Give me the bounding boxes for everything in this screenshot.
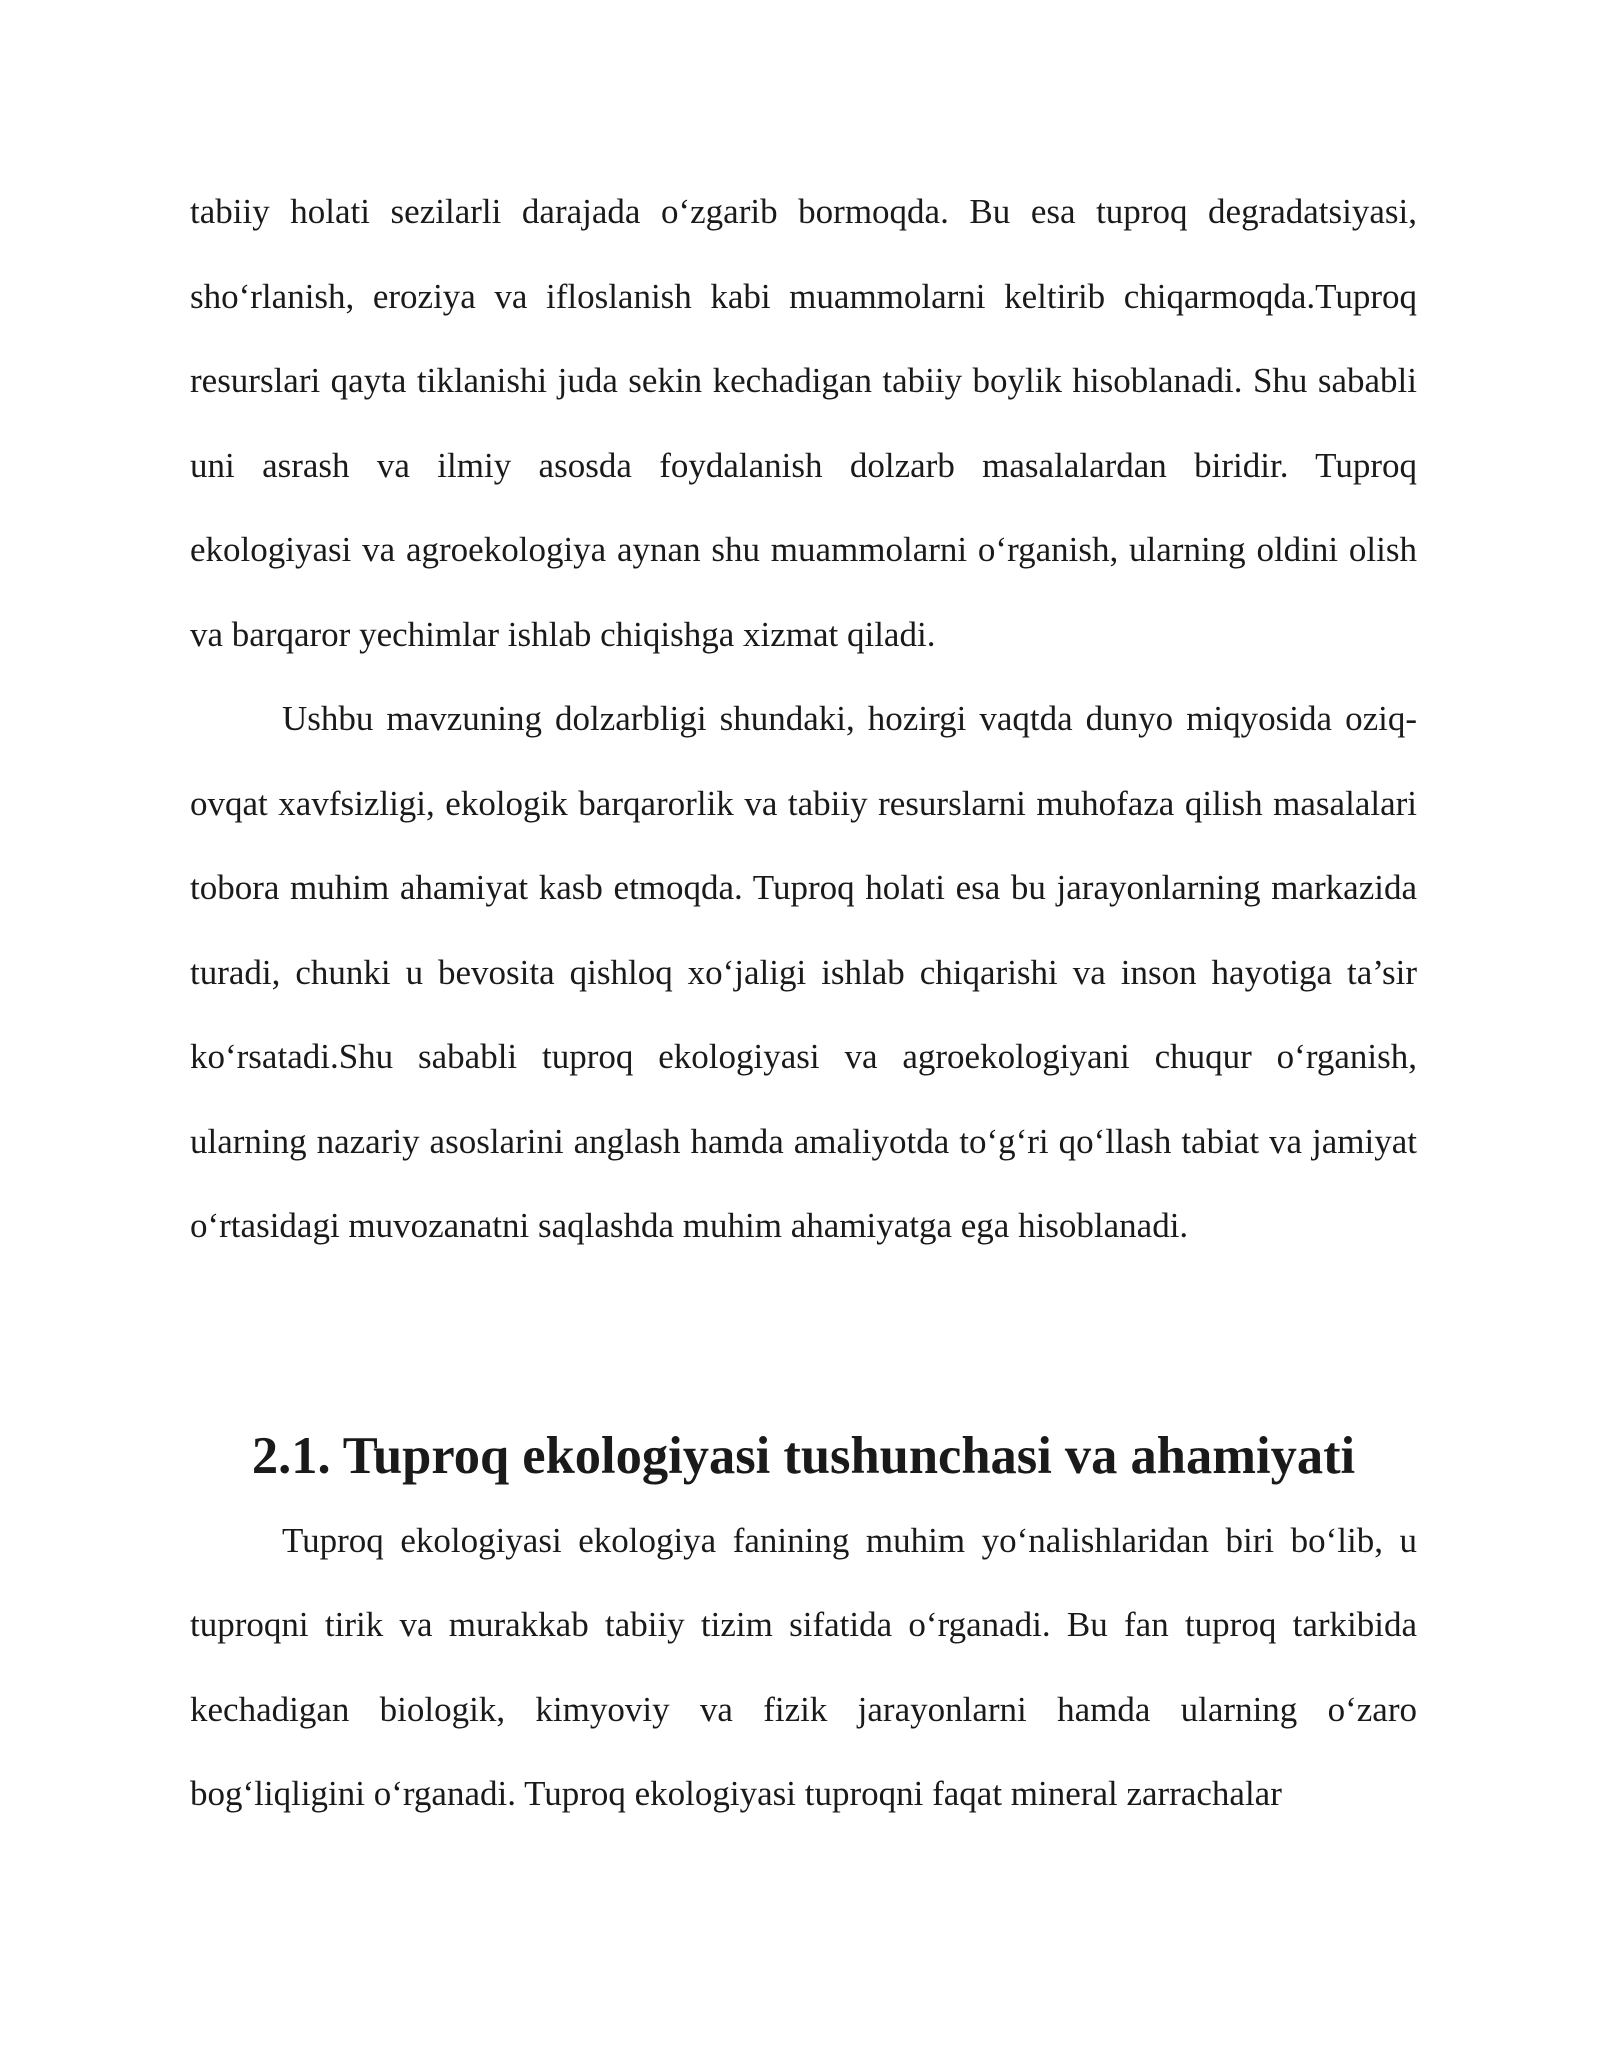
body-text-top <box>190 170 1417 1269</box>
paragraph-relevance: Ushbu mavzuning dolzarbligi shundaki, hozirgi vaqtda dunyo miqyosida oziq-ovqat xavfsizligi, ekologik barqarorlik va tabiiy resurslarni muhofaza qilish masalalari tobora muhim ahamiyat kasb etmoqda. Tuproq holati esa bu jarayonlarning markazida turadi, chunki u bevosita qishloq xo‘jaligi ishlab chiqarishi va inson hayotiga ta’sir ko‘rsatadi.Shu sababli tuproq ekologiyasi va agroekologiyani chuqur o‘rganish, ularning nazariy asoslarini anglash hamda amaliyotda to‘g‘ri qo‘llash tabiat va jamiyat o‘rtasidagi muvozanatni saqlashda muhim ahamiyatga ega hisoblanadi. <box>190 699 1417 1245</box>
paragraph-continuation: tabiiy holati sezilarli darajada o‘zgarib bormoqda. Bu esa tuproq degradatsiyasi, sho‘rlanish, eroziya va ifloslanish kabi muammolarni keltirib chiqarmoqda.Tuproq resurslari qayta tiklanishi juda sekin kechadigan tabiiy boylik hisoblanadi. Shu sababli uni asrash va ilmiy asosda foydalanish dolzarb masalalardan biridir. Tuproq ekologiyasi va agroekologiya aynan shu muammolarni o‘rganish, ularning oldini olish va barqaror yechimlar ishlab chiqishga xizmat qiladi. <box>190 192 1417 654</box>
section-heading: 2.1. Tuproq ekologiyasi tushunchasi va ahamiyati <box>251 1427 1356 1485</box>
section-2-1 <box>190 1414 1417 1837</box>
paragraph-soil-ecology-definition: Tuproq ekologiyasi ekologiya fanining muhim yo‘nalishlaridan biri bo‘lib, u tuproqni tirik va murakkab tabiiy tizim sifatida o‘rganadi. Bu fan tuproq tarkibida kechadigan biologik, kimyoviy va fizik jarayonlarni hamda ularning o‘zaro bog‘liqligini o‘rganadi. Tuproq ekologiyasi tuproqni faqat mineral zarrachalar <box>190 1520 1417 1813</box>
